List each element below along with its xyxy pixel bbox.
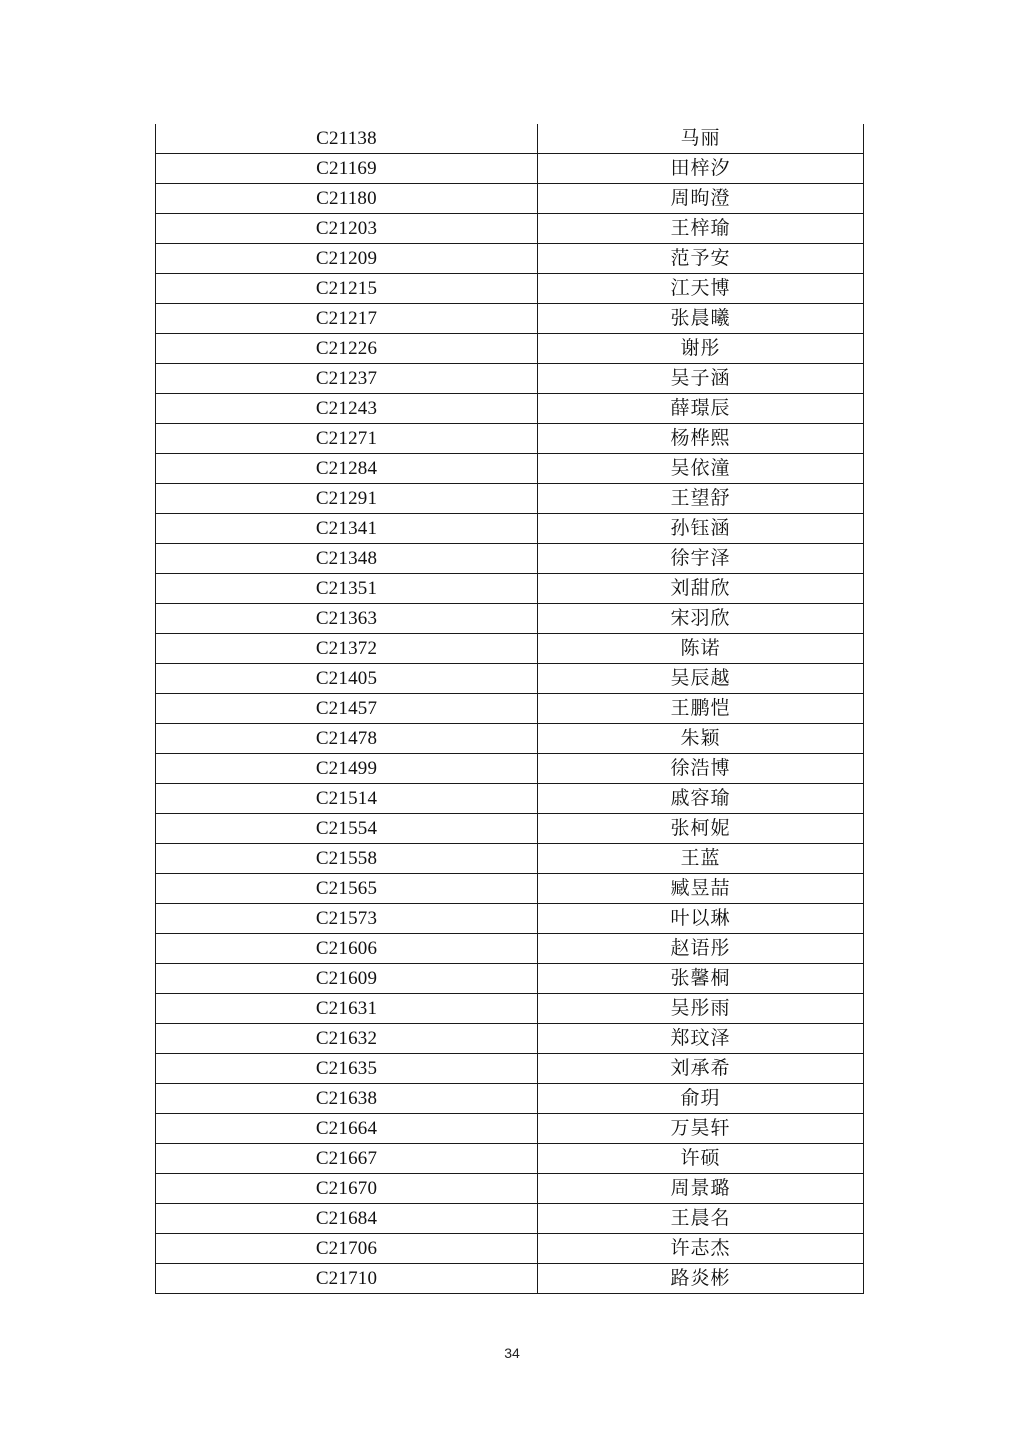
student-id-cell: C21499 <box>156 754 538 784</box>
student-id-cell: C21351 <box>156 574 538 604</box>
student-name-cell: 刘承希 <box>538 1054 864 1084</box>
student-name-cell: 叶以琳 <box>538 904 864 934</box>
table-row <box>156 1114 864 1144</box>
student-id-cell: C21405 <box>156 664 538 694</box>
student-id-cell: C21558 <box>156 844 538 874</box>
student-id-cell: C21203 <box>156 214 538 244</box>
student-id-cell: C21372 <box>156 634 538 664</box>
student-id-cell: C21706 <box>156 1234 538 1264</box>
student-id-cell: C21573 <box>156 904 538 934</box>
student-id-cell: C21180 <box>156 184 538 214</box>
student-id-cell: C21478 <box>156 724 538 754</box>
table-row <box>156 754 864 784</box>
student-name-cell: 王蓝 <box>538 844 864 874</box>
table-row <box>156 694 864 724</box>
student-name-cell: 路炎彬 <box>538 1264 864 1294</box>
student-id-cell: C21667 <box>156 1144 538 1174</box>
student-name-cell: 戚容瑜 <box>538 784 864 814</box>
table-row <box>156 784 864 814</box>
table-row <box>156 664 864 694</box>
student-id-cell: C21138 <box>156 124 538 154</box>
table-row <box>156 124 864 154</box>
student-name-cell: 吴彤雨 <box>538 994 864 1024</box>
student-id-cell: C21631 <box>156 994 538 1024</box>
table-row <box>156 964 864 994</box>
student-name-cell: 吴辰越 <box>538 664 864 694</box>
table-row <box>156 1024 864 1054</box>
student-name-cell: 徐宇泽 <box>538 544 864 574</box>
student-id-cell: C21215 <box>156 274 538 304</box>
student-id-cell: C21341 <box>156 514 538 544</box>
table-row <box>156 904 864 934</box>
table-row <box>156 424 864 454</box>
student-id-cell: C21169 <box>156 154 538 184</box>
student-id-cell: C21348 <box>156 544 538 574</box>
student-id-cell: C21226 <box>156 334 538 364</box>
student-id-cell: C21363 <box>156 604 538 634</box>
student-id-cell: C21638 <box>156 1084 538 1114</box>
table-row <box>156 634 864 664</box>
student-name-cell: 王鹏恺 <box>538 694 864 724</box>
student-name-cell: 许志杰 <box>538 1234 864 1264</box>
student-id-cell: C21670 <box>156 1174 538 1204</box>
student-id-cell: C21514 <box>156 784 538 814</box>
student-name-cell: 吴依潼 <box>538 454 864 484</box>
table-row <box>156 1174 864 1204</box>
student-name-cell: 王望舒 <box>538 484 864 514</box>
student-id-cell: C21457 <box>156 694 538 724</box>
student-name-cell: 马丽 <box>538 124 864 154</box>
student-id-cell: C21243 <box>156 394 538 424</box>
student-id-cell: C21237 <box>156 364 538 394</box>
table-row <box>156 394 864 424</box>
roster-table-body <box>156 124 864 1294</box>
student-name-cell: 王晨名 <box>538 1204 864 1234</box>
table-row <box>156 274 864 304</box>
table-row <box>156 244 864 274</box>
student-id-cell: C21710 <box>156 1264 538 1294</box>
student-name-cell: 万昊轩 <box>538 1114 864 1144</box>
table-row <box>156 604 864 634</box>
student-id-cell: C21291 <box>156 484 538 514</box>
student-id-cell: C21606 <box>156 934 538 964</box>
page-number: 34 <box>504 1345 520 1361</box>
student-id-cell: C21635 <box>156 1054 538 1084</box>
student-name-cell: 周景璐 <box>538 1174 864 1204</box>
student-id-cell: C21209 <box>156 244 538 274</box>
table-row <box>156 514 864 544</box>
student-id-cell: C21554 <box>156 814 538 844</box>
student-name-cell: 俞玥 <box>538 1084 864 1114</box>
student-id-cell: C21632 <box>156 1024 538 1054</box>
table-row <box>156 1144 864 1174</box>
student-id-cell: C21664 <box>156 1114 538 1144</box>
student-name-cell: 张晨曦 <box>538 304 864 334</box>
student-name-cell: 赵语彤 <box>538 934 864 964</box>
table-row <box>156 1054 864 1084</box>
student-name-cell: 徐浩博 <box>538 754 864 784</box>
table-row <box>156 334 864 364</box>
student-name-cell: 吴子涵 <box>538 364 864 394</box>
table-row <box>156 844 864 874</box>
student-name-cell: 周昫澄 <box>538 184 864 214</box>
student-name-cell: 王梓瑜 <box>538 214 864 244</box>
table-row <box>156 874 864 904</box>
table-row <box>156 994 864 1024</box>
student-id-cell: C21271 <box>156 424 538 454</box>
table-row <box>156 1234 864 1264</box>
table-row <box>156 1264 864 1294</box>
student-name-cell: 田梓汐 <box>538 154 864 184</box>
student-id-cell: C21609 <box>156 964 538 994</box>
table-row <box>156 484 864 514</box>
table-row <box>156 454 864 484</box>
student-id-cell: C21565 <box>156 874 538 904</box>
student-name-cell: 陈诺 <box>538 634 864 664</box>
table-row <box>156 574 864 604</box>
student-id-cell: C21284 <box>156 454 538 484</box>
table-row <box>156 214 864 244</box>
table-row <box>156 184 864 214</box>
student-name-cell: 张馨桐 <box>538 964 864 994</box>
table-row <box>156 1204 864 1234</box>
table-row <box>156 304 864 334</box>
student-name-cell: 刘甜欣 <box>538 574 864 604</box>
student-name-cell: 许硕 <box>538 1144 864 1174</box>
student-name-cell: 朱颖 <box>538 724 864 754</box>
student-name-cell: 宋羽欣 <box>538 604 864 634</box>
table-row <box>156 544 864 574</box>
table-row <box>156 934 864 964</box>
student-name-cell: 谢彤 <box>538 334 864 364</box>
student-name-cell: 薛璟辰 <box>538 394 864 424</box>
student-name-cell: 张柯妮 <box>538 814 864 844</box>
table-row <box>156 1084 864 1114</box>
student-name-cell: 杨桦熙 <box>538 424 864 454</box>
table-row <box>156 364 864 394</box>
table-row <box>156 154 864 184</box>
roster-table <box>155 124 864 1294</box>
student-name-cell: 郑玟泽 <box>538 1024 864 1054</box>
student-name-cell: 江天博 <box>538 274 864 304</box>
table-row <box>156 724 864 754</box>
student-name-cell: 范予安 <box>538 244 864 274</box>
student-name-cell: 孙钰涵 <box>538 514 864 544</box>
student-id-cell: C21684 <box>156 1204 538 1234</box>
student-name-cell: 臧昱喆 <box>538 874 864 904</box>
table-row <box>156 814 864 844</box>
student-id-cell: C21217 <box>156 304 538 334</box>
